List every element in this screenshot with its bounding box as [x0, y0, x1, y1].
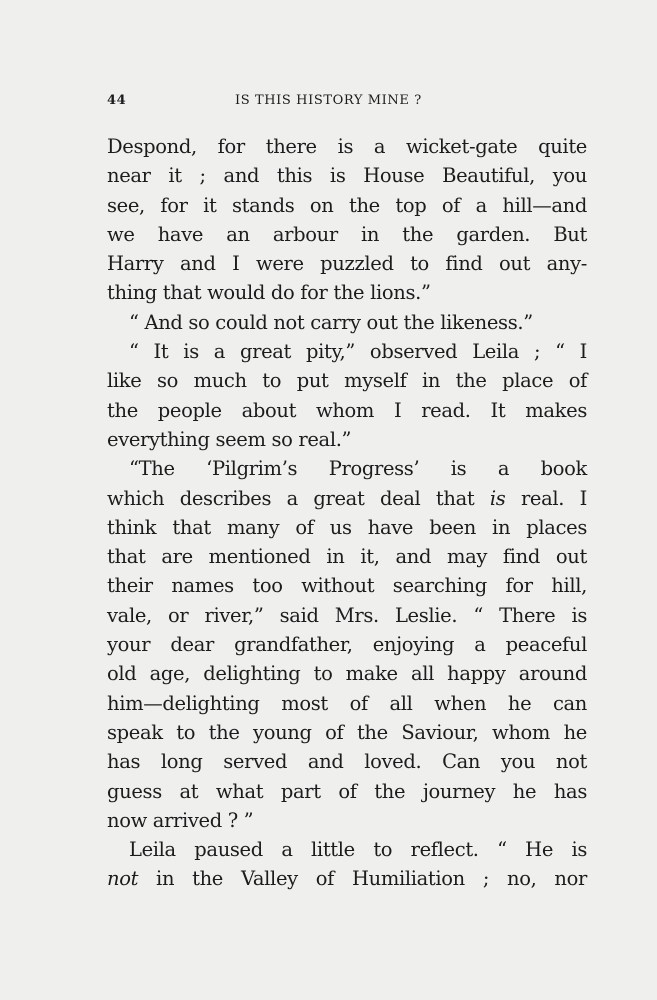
text-line: [107, 513, 587, 542]
text-line: [107, 249, 587, 278]
text-line: [107, 454, 587, 483]
text-line: [107, 220, 587, 249]
text-line: [107, 835, 587, 864]
text-line: [107, 396, 587, 425]
text-line: [107, 659, 587, 688]
text-line: [107, 308, 587, 337]
italic-text: is: [489, 486, 506, 510]
line-text: think that many of us have been in places: [107, 515, 587, 539]
line-text: your dear grandfather, enjoying a peaceful: [107, 633, 587, 657]
line-text: which describes a great deal that: [107, 486, 490, 510]
text-line: [107, 777, 587, 806]
line-text: old age, delighting to make all happy around: [107, 662, 587, 686]
line-text: him—delighting most of all when he can: [107, 691, 587, 715]
line-text: Leila paused a little to reflect. “ He is: [129, 838, 587, 862]
text-line: [107, 630, 587, 659]
line-text: Harry and I were puzzled to find out any-: [107, 252, 587, 276]
text-line: [107, 571, 587, 600]
line-text: “ It is a great pity,” observed Leila ; “ I: [129, 340, 587, 364]
line-text: “The ‘Pilgrim’s Progress’ is a book: [129, 457, 587, 481]
line-text: like so much to put myself in the place of: [107, 369, 587, 393]
italic-text: not: [107, 867, 139, 891]
line-text: thing that would do for the lions.”: [107, 281, 431, 305]
line-text: “ And so could not carry out the likeness.”: [129, 310, 533, 334]
line-text: near it ; and this is House Beautiful, you: [107, 164, 587, 188]
line-text: the people about whom I read. It makes: [107, 398, 587, 422]
line-text: Despond, for there is a wicket-gate quite: [107, 135, 587, 158]
line-text: speak to the young of the Saviour, whom he: [107, 720, 587, 744]
line-text: their names too without searching for hill,: [107, 574, 587, 598]
line-text: vale, or river,” said Mrs. Leslie. “ There is: [107, 603, 587, 627]
text-line: [107, 366, 587, 395]
text-line: [107, 747, 587, 776]
text-line: [107, 337, 587, 366]
text-line: [107, 484, 587, 513]
text-line: [107, 864, 587, 893]
text-line: [107, 132, 587, 161]
page-number: 44: [107, 93, 127, 108]
text-line: [107, 542, 587, 571]
text-line: [107, 161, 587, 190]
text-line: [107, 601, 587, 630]
running-title: IS THIS HISTORY MINE ?: [235, 93, 422, 108]
body-text: [107, 132, 587, 894]
text-line: [107, 718, 587, 747]
line-text: guess at what part of the journey he has: [107, 779, 587, 803]
text-line: [107, 806, 587, 835]
line-text: in the Valley of Humiliation ; no, nor: [138, 867, 587, 891]
text-line: [107, 278, 587, 307]
text-line: [107, 425, 587, 454]
line-text: real. I: [505, 486, 587, 510]
line-text: we have an arbour in the garden. But: [107, 222, 587, 246]
line-text: see, for it stands on the top of a hill—and: [107, 193, 587, 217]
line-text: now arrived ? ”: [107, 808, 254, 832]
line-text: that are mentioned in it, and may find out: [107, 545, 587, 569]
text-line: [107, 191, 587, 220]
line-text: everything seem so real.”: [107, 427, 352, 451]
page-header: [107, 93, 603, 115]
line-text: has long served and loved. Can you not: [107, 750, 587, 774]
text-line: [107, 689, 587, 718]
